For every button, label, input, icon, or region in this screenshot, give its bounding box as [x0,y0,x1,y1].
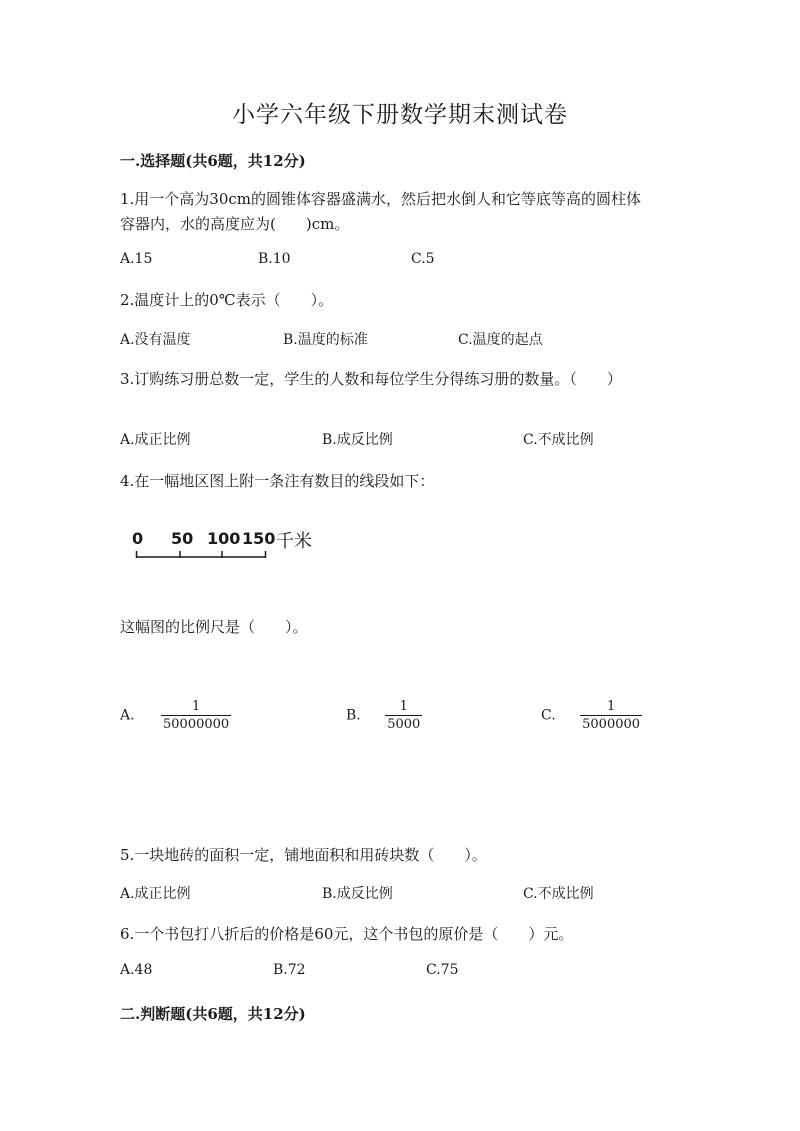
scale-tick-label: 150 [242,529,276,548]
question-2-text: 2.温度计上的0℃表示（ ）。 [120,291,334,309]
option-letter: A. [120,707,135,724]
question-2-option-c: C.温度的起点 [458,332,543,348]
scale-tick-label: 0 [132,529,144,548]
question-5-option-c: C.不成比例 [523,886,594,902]
fraction-denominator: 5000000 [582,717,641,732]
option-letter: B. [346,707,361,724]
question-2-option-a: A.没有温度 [120,332,191,348]
section-heading-judgment: 二.判断题(共6题，共12分) [120,1005,306,1023]
question-3-option-c: C.不成比例 [523,432,594,448]
question-5-text: 5.一块地砖的面积一定，铺地面积和用砖块数（ ）。 [120,846,487,864]
question-6-option-a: A.48 [120,962,153,978]
option-fraction [161,698,231,733]
question-1-line-2: 容器内，水的高度应为( )cm。 [120,215,350,233]
scale-tick-label: 100 [207,529,241,548]
question-6-option-c: C.75 [426,962,459,978]
section-heading-choice: 一.选择题(共6题，共12分) [120,152,306,170]
question-4-option-c [541,698,642,733]
question-5-option-a: A.成正比例 [120,886,191,902]
question-1-option-c: C.5 [411,251,435,267]
question-1-option-a: A.15 [120,251,153,267]
question-5-option-b: B.成反比例 [322,886,393,902]
question-6-option-b: B.72 [273,962,306,978]
question-6-text: 6.一个书包打八折后的价格是60元，这个书包的原价是（ ）元。 [120,925,574,943]
fraction-numerator: 1 [606,699,616,714]
question-2-option-b: B.温度的标准 [283,332,368,348]
question-1-option-b: B.10 [258,251,291,267]
question-4-text: 4.在一幅地区图上附一条注有数目的线段如下： [120,472,435,490]
option-fraction [385,698,422,733]
scale-bar-figure [120,526,340,566]
page-title: 小学六年级下册数学期末测试卷 [232,102,568,128]
scale-unit-label: 千米 [276,531,312,552]
question-3-option-a: A.成正比例 [120,432,191,448]
question-3-text: 3.订购练习册总数一定，学生的人数和每位学生分得练习册的数量。（ ） [120,370,622,388]
question-4-followup: 这幅图的比例尺是（ ）。 [120,618,308,636]
question-3-option-b: B.成反比例 [322,432,393,448]
fraction-denominator: 50000000 [163,717,230,732]
fraction-numerator: 1 [399,699,408,714]
scale-tick-label: 50 [171,529,194,548]
option-letter: C. [541,707,556,724]
option-fraction [580,698,642,733]
fraction-denominator: 5000 [387,717,421,732]
fraction-numerator: 1 [191,699,201,714]
question-4-option-b [346,698,422,733]
question-1-line-1: 1.用一个高为30cm的圆锥体容器盛满水，然后把水倒人和它等底等高的圆柱体 [120,190,642,208]
question-4-option-a [120,698,231,733]
